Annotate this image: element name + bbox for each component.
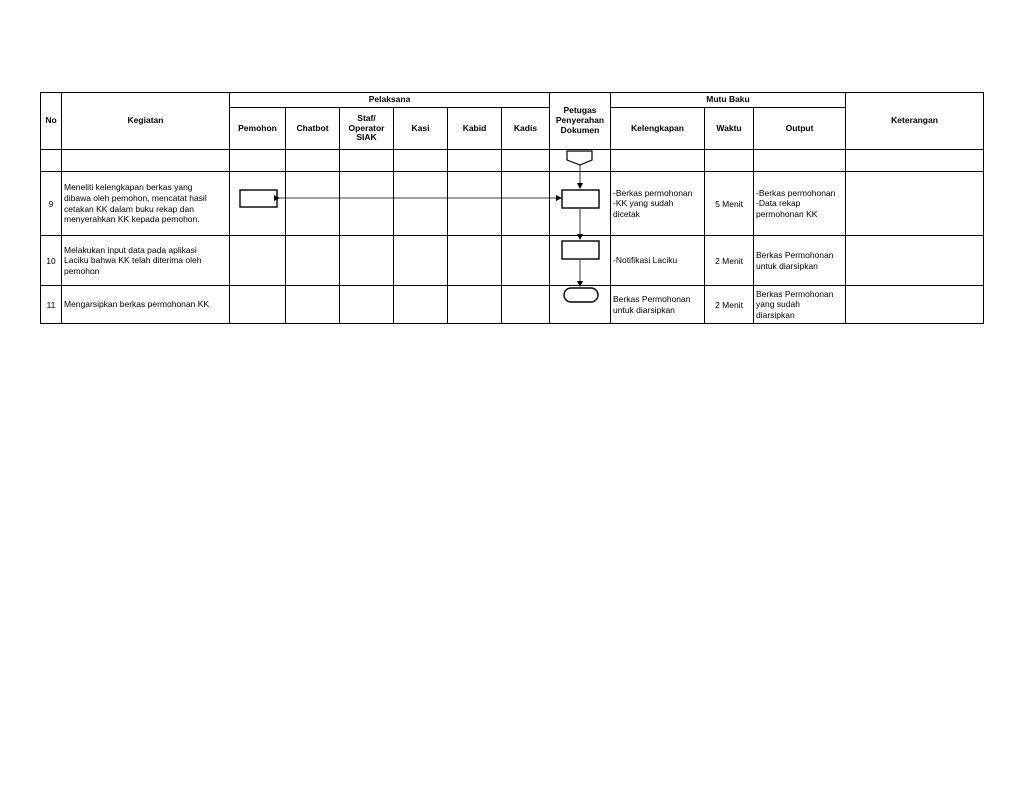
header-waktu: Waktu bbox=[705, 108, 754, 150]
table-row bbox=[41, 286, 984, 324]
kegiatan-line: dibawa oleh pemohon, mencatat hasil bbox=[64, 192, 207, 203]
row-kelengkapan bbox=[611, 286, 705, 324]
output-line: permohonan KK bbox=[756, 208, 818, 219]
row-keterangan bbox=[846, 172, 984, 236]
header-petugas bbox=[550, 93, 611, 150]
header-petugas-line-1: Petugas bbox=[563, 105, 597, 116]
kegiatan-line: menyerahkan KK kepada pemohon. bbox=[64, 214, 200, 225]
header-pelaksana: Pelaksana bbox=[230, 93, 550, 108]
header-kelengkapan: Kelengkapan bbox=[611, 108, 705, 150]
row-kelengkapan bbox=[611, 172, 705, 236]
kelengkapan-line: Berkas Permohonan bbox=[613, 294, 691, 305]
header-row-group bbox=[41, 93, 984, 108]
output-line: Berkas Permohonan bbox=[756, 250, 834, 261]
row-kegiatan bbox=[62, 286, 230, 324]
output-line: diarsipkan bbox=[756, 309, 795, 320]
row-output bbox=[754, 236, 846, 286]
kegiatan-line: Mengarsipkan berkas permohonan KK bbox=[64, 299, 210, 310]
table-row bbox=[41, 236, 984, 286]
kegiatan-line: Meneliti kelengkapan berkas yang bbox=[64, 182, 193, 193]
header-output: Output bbox=[754, 108, 846, 150]
row-waktu: 5 Menit bbox=[705, 172, 754, 236]
header-kadis: Kadis bbox=[502, 108, 550, 150]
header-staf-line-1: Staf/ bbox=[357, 112, 376, 123]
header-mutu-baku: Mutu Baku bbox=[611, 93, 846, 108]
header-pemohon: Pemohon bbox=[230, 108, 286, 150]
row-waktu: 2 Menit bbox=[705, 286, 754, 324]
kegiatan-line: pemohon bbox=[64, 265, 100, 276]
output-line: untuk diarsipkan bbox=[756, 260, 818, 271]
row-no: 10 bbox=[41, 236, 62, 286]
header-petugas-line-2: Penyerahan bbox=[555, 115, 605, 126]
kegiatan-line: cetakan KK dalam buku rekap dan bbox=[64, 203, 194, 214]
kegiatan-line: Laciku bahwa KK telah diterima oleh bbox=[64, 255, 202, 266]
header-petugas-line-3: Dokumen bbox=[560, 124, 600, 135]
header-kabid: Kabid bbox=[448, 108, 502, 150]
row-keterangan bbox=[846, 236, 984, 286]
header-kegiatan: Kegiatan bbox=[62, 93, 230, 150]
kegiatan-line: Melakukan input data pada aplikasi bbox=[64, 244, 197, 255]
kelengkapan-line: -Berkas permohonan bbox=[613, 188, 693, 199]
header-kasi: Kasi bbox=[394, 108, 448, 150]
output-line: -Berkas permohonan bbox=[756, 188, 836, 199]
table-row-connector bbox=[41, 150, 984, 172]
kelengkapan-line: dicetak bbox=[613, 208, 640, 219]
row-kegiatan bbox=[62, 172, 230, 236]
kelengkapan-line: untuk diarsipkan bbox=[613, 304, 675, 315]
row-no: 9 bbox=[41, 172, 62, 236]
output-line: yang sudah bbox=[756, 299, 800, 310]
header-keterangan: Keterangan bbox=[846, 93, 984, 150]
row-waktu: 2 Menit bbox=[705, 236, 754, 286]
header-no: No bbox=[41, 93, 62, 150]
header-staf bbox=[340, 108, 394, 150]
row-keterangan bbox=[846, 286, 984, 324]
output-line: Berkas Permohonan bbox=[756, 289, 834, 300]
header-chatbot: Chatbot bbox=[286, 108, 340, 150]
table-row bbox=[41, 172, 984, 236]
row-output bbox=[754, 172, 846, 236]
kelengkapan-line: -KK yang sudah bbox=[613, 198, 674, 209]
kelengkapan-line: -Notifikasi Laciku bbox=[613, 255, 678, 266]
output-line: -Data rekap bbox=[756, 198, 801, 209]
row-kelengkapan bbox=[611, 236, 705, 286]
row-no: 11 bbox=[41, 286, 62, 324]
row-kegiatan bbox=[62, 236, 230, 286]
header-staf-line-2: Operator bbox=[348, 122, 385, 133]
row-output bbox=[754, 286, 846, 324]
header-staf-line-3: SIAK bbox=[356, 132, 377, 143]
sop-table bbox=[40, 92, 984, 324]
